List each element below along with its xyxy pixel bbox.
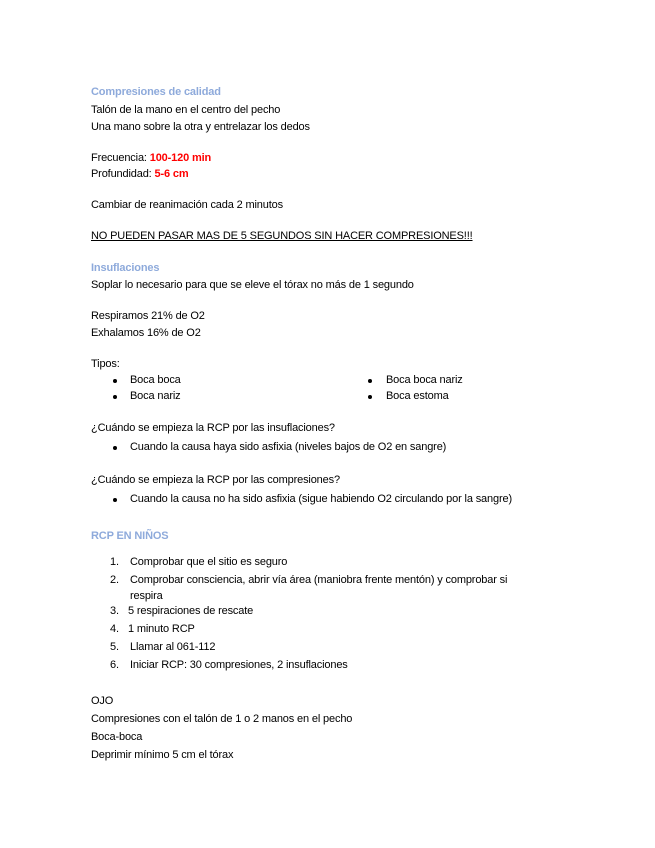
profundidad-value: 5-6 cm	[154, 168, 189, 180]
question-insuflaciones: ¿Cuándo se empieza la RCP por las insuflaciones?	[91, 422, 335, 434]
bullet-icon	[113, 395, 117, 399]
step-text: Comprobar que el sitio es seguro	[130, 556, 288, 568]
ojo-label: OJO	[91, 695, 114, 707]
frecuencia-line	[91, 151, 211, 165]
warning-line: NO PUEDEN PASAR MAS DE 5 SEGUNDOS SIN HACER COMPRESIONES!!!	[91, 230, 473, 242]
section-heading-compresiones: Compresiones de calidad	[91, 86, 221, 98]
step-number: 1.	[110, 556, 119, 568]
bullet-icon	[113, 446, 117, 450]
tipo-item: Boca estoma	[386, 390, 449, 402]
bullet-icon	[113, 498, 117, 502]
ojo-line-1: Compresiones con el talón de 1 o 2 manos en el pecho	[91, 713, 353, 725]
step-text: 5 respiraciones de rescate	[128, 605, 254, 617]
respiramos-line: Respiramos 21% de O2	[91, 310, 205, 322]
step-text: 1 minuto RCP	[128, 623, 195, 635]
bullet-icon	[368, 395, 372, 399]
step-text: Llamar al 061-112	[130, 641, 216, 653]
step-number: 2.	[110, 574, 119, 586]
step-number: 3.	[110, 605, 119, 617]
section-heading-insuflaciones: Insuflaciones	[91, 262, 160, 274]
exhalamos-line: Exhalamos 16% de O2	[91, 327, 201, 339]
tipo-item: Boca boca nariz	[386, 374, 463, 386]
bullet-icon	[368, 379, 372, 383]
answer-compresiones: Cuando la causa no ha sido asfixia (sigue habiendo O2 circulando por la sangre)	[130, 493, 512, 505]
step-number: 5.	[110, 641, 119, 653]
bullet-icon	[113, 379, 117, 383]
calidad-line-2: Una mano sobre la otra y entrelazar los dedos	[91, 121, 310, 133]
profundidad-label: Profundidad:	[91, 168, 155, 180]
tipo-item: Boca boca	[130, 374, 181, 386]
step-text: Comprobar consciencia, abrir vía área (maniobra frente mentón) y comprobar si	[130, 574, 508, 586]
frecuencia-label: Frecuencia:	[91, 152, 150, 164]
tipos-label: Tipos:	[91, 358, 120, 370]
section-heading-ninos: RCP EN NIÑOS	[91, 530, 169, 542]
profundidad-line	[91, 167, 188, 181]
cambiar-line: Cambiar de reanimación cada 2 minutos	[91, 199, 283, 211]
step-number: 4.	[110, 623, 119, 635]
answer-insuflaciones: Cuando la causa haya sido asfixia (niveles bajos de O2 en sangre)	[130, 441, 447, 453]
step-text-continuation: respira	[130, 590, 163, 602]
insuflaciones-line-1: Soplar lo necesario para que se eleve el tórax no más de 1 segundo	[91, 279, 414, 291]
ojo-line-3: Deprimir mínimo 5 cm el tórax	[91, 749, 234, 761]
step-text: Iniciar RCP: 30 compresiones, 2 insuflaciones	[130, 659, 348, 671]
ojo-line-2: Boca-boca	[91, 731, 143, 743]
calidad-line-1: Talón de la mano en el centro del pecho	[91, 104, 281, 116]
step-number: 6.	[110, 659, 119, 671]
question-compresiones: ¿Cuándo se empieza la RCP por las compresiones?	[91, 474, 340, 486]
frecuencia-value: 100-120 min	[149, 152, 212, 164]
tipo-item: Boca nariz	[130, 390, 181, 402]
